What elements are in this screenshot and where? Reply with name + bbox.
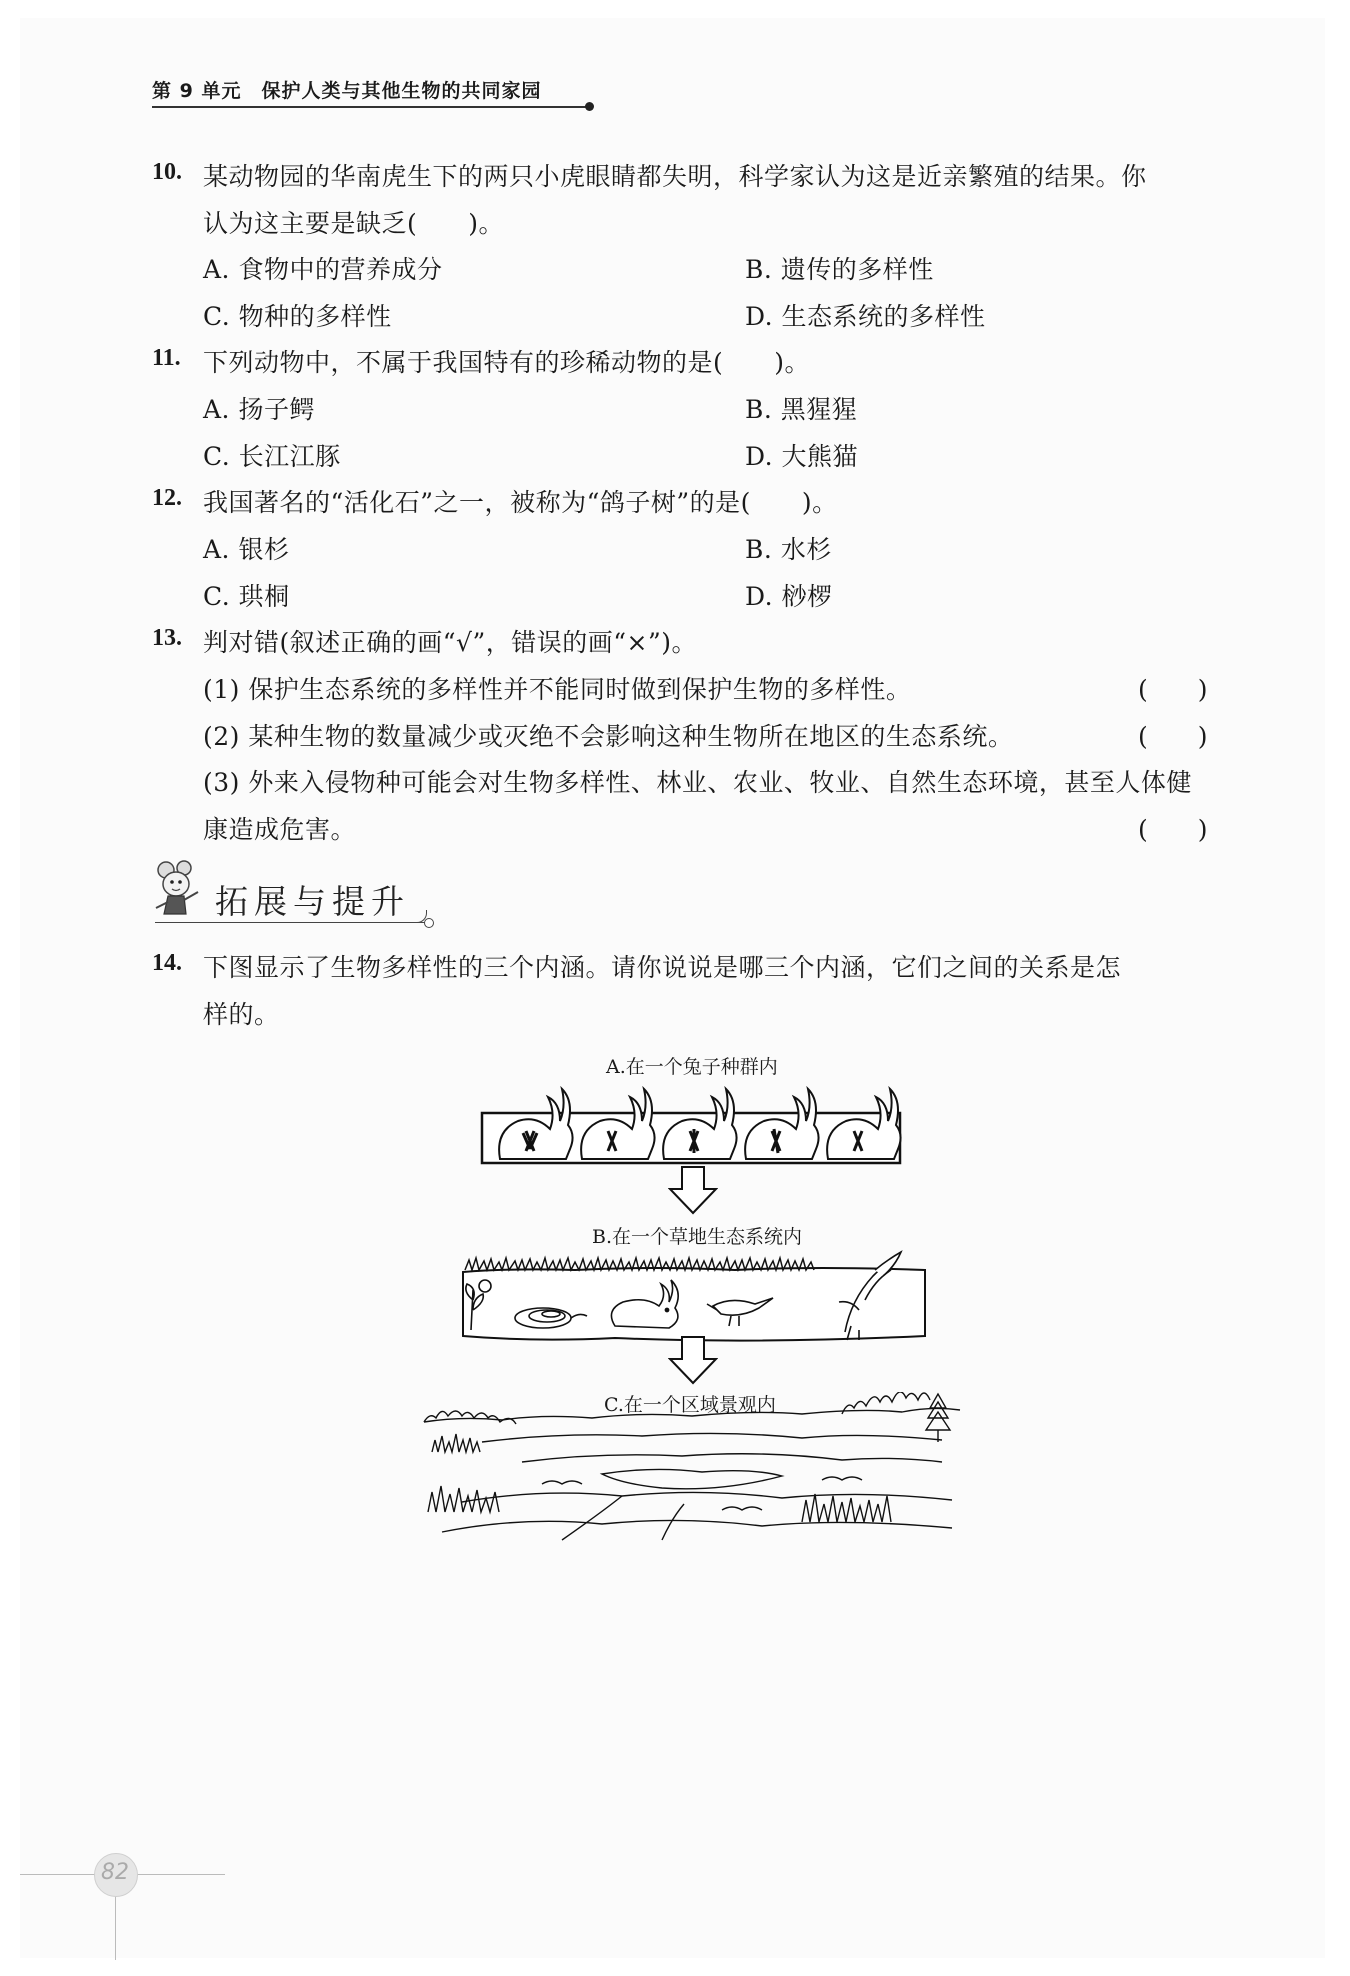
question-13-item-1: (1) 保护生态系统的多样性并不能同时做到保护生物的多样性。 — [203, 675, 912, 704]
question-10-line-1: 某动物园的华南虎生下的两只小虎眼睛都失明，科学家认为这是近亲繁殖的结果。你 — [203, 162, 1147, 191]
question-13-item-3-cont: 康造成危害。 — [203, 815, 357, 844]
down-arrow-icon — [668, 1165, 718, 1215]
header-rule — [152, 106, 590, 108]
question-11-line-1: 下列动物中，不属于我国特有的珍稀动物的是( )。 — [203, 348, 811, 377]
question-number-13: 13. — [152, 625, 182, 651]
page-number: 82 — [101, 1860, 129, 1885]
question-10-option-d: D. 生态系统的多样性 — [745, 302, 986, 331]
question-14-line-2: 样的。 — [203, 1000, 280, 1029]
figure-label-b: B.在一个草地生态系统内 — [592, 1226, 803, 1248]
question-11-option-a: A. 扬子鳄 — [203, 395, 315, 424]
section-rule — [155, 922, 425, 923]
grassland-ecosystem-illustration — [455, 1240, 935, 1350]
question-11-option-d: D. 大熊猫 — [745, 442, 859, 471]
question-12-option-d: D. 桫椤 — [745, 582, 833, 611]
answer-paren-1: ( ) — [1138, 675, 1208, 704]
question-13-line-1: 判对错(叙述正确的画“√”，错误的画“×”)。 — [203, 628, 698, 657]
question-10-line-2: 认为这主要是缺乏( )。 — [203, 209, 505, 238]
header-rule-dot — [585, 102, 594, 111]
question-14-line-1: 下图显示了生物多样性的三个内涵。请你说说是哪三个内涵，它们之间的关系是怎 — [203, 953, 1122, 982]
question-12-option-b: B. 水杉 — [745, 535, 832, 564]
question-number-14: 14. — [152, 950, 182, 976]
section-heading: 拓展与提升 — [215, 882, 410, 921]
question-12-option-a: A. 银杉 — [203, 535, 290, 564]
question-13-item-2: (2) 某种生物的数量减少或灭绝不会影响这种生物所在地区的生态系统。 — [203, 722, 1014, 751]
question-12-line-1: 我国著名的“活化石”之一，被称为“鸽子树”的是( )。 — [203, 488, 838, 517]
down-arrow-icon — [668, 1335, 718, 1385]
question-number-11: 11. — [152, 345, 181, 371]
answer-paren-3: ( ) — [1138, 815, 1208, 844]
question-11-option-c: C. 长江江豚 — [203, 442, 341, 471]
figure-label-a: A.在一个兔子种群内 — [606, 1056, 778, 1078]
question-10-option-a: A. 食物中的营养成分 — [203, 255, 443, 284]
unit-header — [152, 76, 541, 103]
section-rule-end — [424, 918, 434, 928]
question-11-option-b: B. 黑猩猩 — [745, 395, 858, 424]
question-number-12: 12. — [152, 485, 182, 511]
question-10-option-b: B. 遗传的多样性 — [745, 255, 934, 284]
question-number-10: 10. — [152, 159, 182, 185]
mouse-mascot-icon — [150, 858, 212, 920]
regional-landscape-illustration — [422, 1392, 962, 1542]
unit-title: 保护人类与其他生物的共同家园 — [261, 80, 542, 102]
question-12-option-c: C. 珙桐 — [203, 582, 290, 611]
question-13-item-3: (3) 外来入侵物种可能会对生物多样性、林业、农业、牧业、自然生态环境，甚至人体健 — [203, 768, 1192, 797]
answer-paren-2: ( ) — [1138, 722, 1208, 751]
question-10-option-c: C. 物种的多样性 — [203, 302, 392, 331]
unit-number: 第 9 单元 — [152, 80, 242, 102]
rabbit-population-illustration — [480, 1085, 905, 1165]
figure-label-c: C.在一个区域景观内 — [604, 1394, 776, 1416]
